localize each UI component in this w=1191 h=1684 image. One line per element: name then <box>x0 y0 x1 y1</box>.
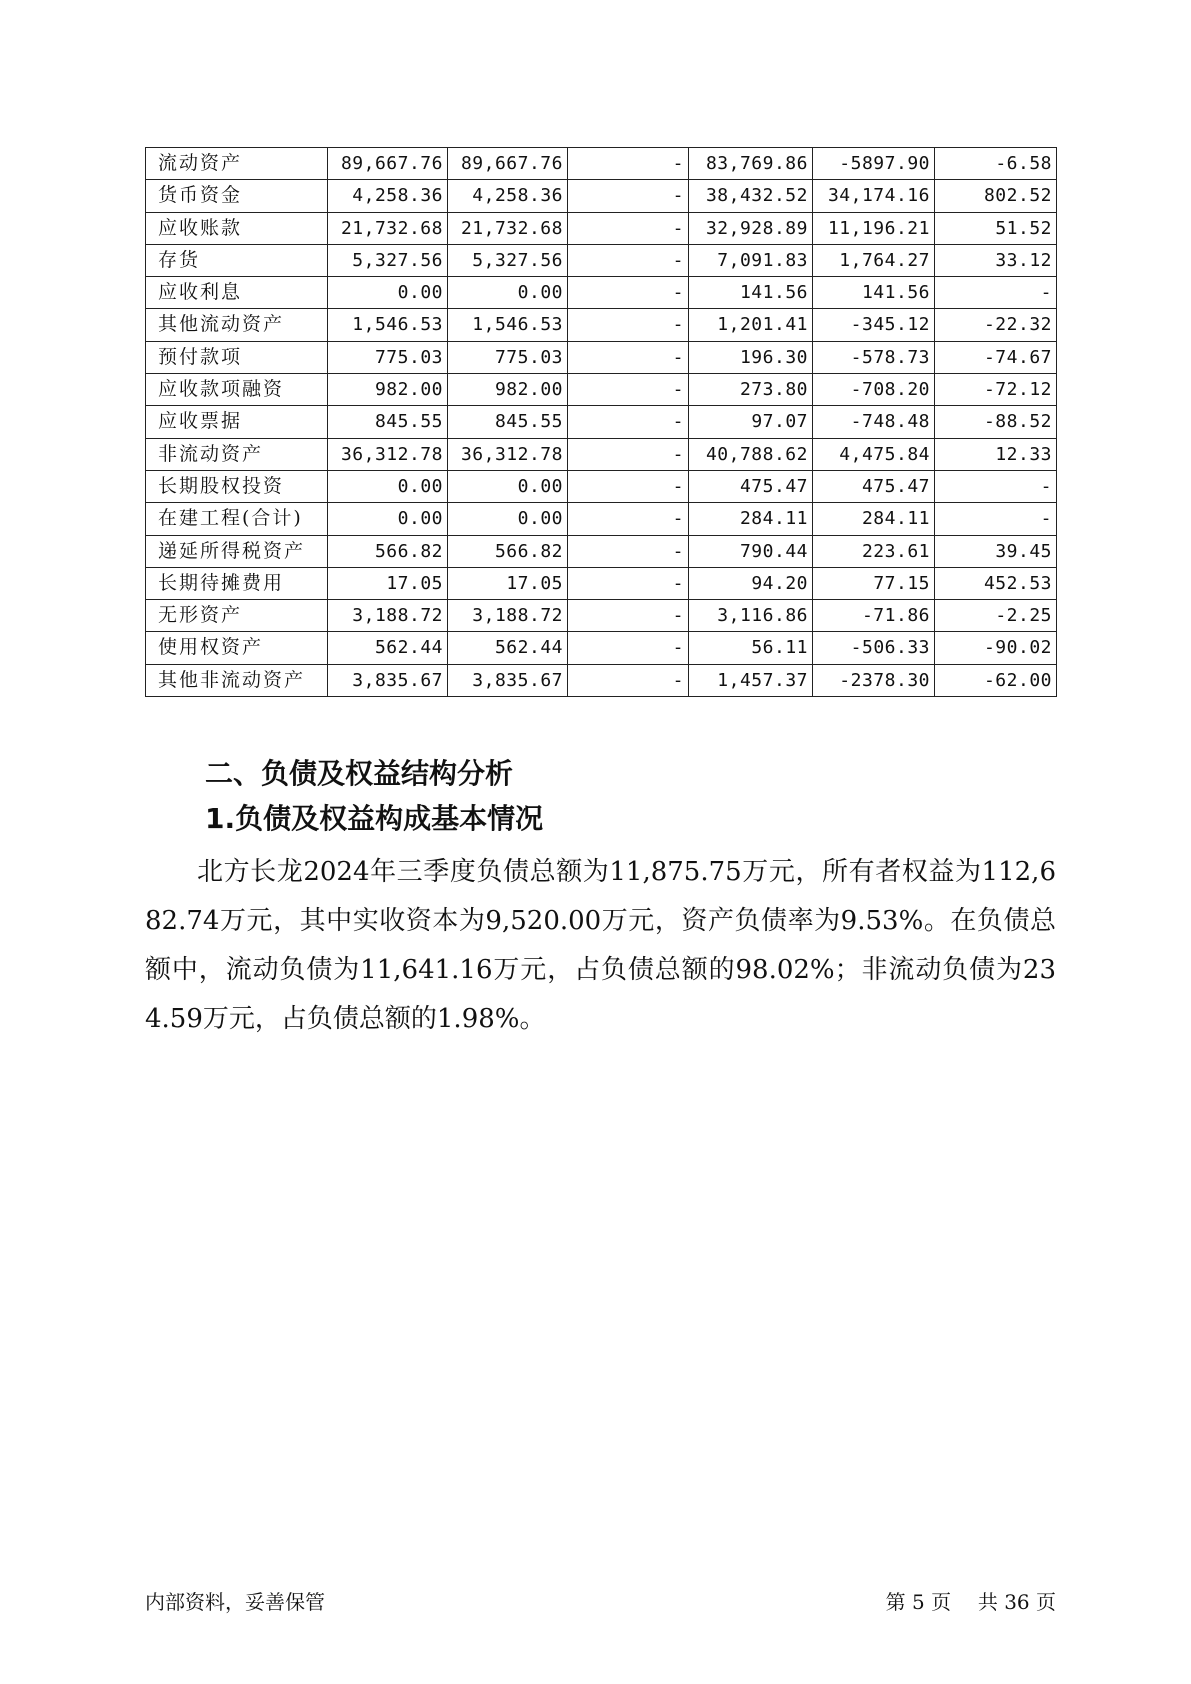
value-col-3: - <box>568 341 689 373</box>
row-label: 长期待摊费用 <box>146 567 328 599</box>
footer-confidential-note: 内部资料，妥善保管 <box>145 1590 325 1614</box>
value-col-4: 3,116.86 <box>689 600 813 632</box>
value-col-4: 475.47 <box>689 470 813 502</box>
page-label-prefix: 第 <box>885 1590 906 1614</box>
value-col-5: -748.48 <box>813 406 935 438</box>
value-col-1: 982.00 <box>328 374 448 406</box>
value-col-3: - <box>568 503 689 535</box>
value-col-4: 790.44 <box>689 535 813 567</box>
value-col-1: 89,667.76 <box>328 148 448 180</box>
value-col-1: 0.00 <box>328 470 448 502</box>
value-col-5: 141.56 <box>813 277 935 309</box>
row-label: 长期股权投资 <box>146 470 328 502</box>
value-col-4: 94.20 <box>689 567 813 599</box>
value-col-5: 475.47 <box>813 470 935 502</box>
page-number: 5 <box>912 1590 925 1614</box>
value-col-6: 39.45 <box>935 535 1057 567</box>
value-col-5: 77.15 <box>813 567 935 599</box>
value-col-3: - <box>568 600 689 632</box>
value-col-5: -345.12 <box>813 309 935 341</box>
section-heading: 二、负债及权益结构分析 <box>205 757 514 790</box>
row-label: 非流动资产 <box>146 438 328 470</box>
value-col-5: 4,475.84 <box>813 438 935 470</box>
value-col-3: - <box>568 406 689 438</box>
footer-page-info <box>886 1586 1056 1615</box>
row-label: 使用权资产 <box>146 632 328 664</box>
row-label: 预付款项 <box>146 341 328 373</box>
table-row <box>146 664 1057 696</box>
table-row <box>146 503 1057 535</box>
value-col-5: 34,174.16 <box>813 180 935 212</box>
value-col-2: 36,312.78 <box>448 438 568 470</box>
value-col-2: 5,327.56 <box>448 244 568 276</box>
value-col-6: -62.00 <box>935 664 1057 696</box>
value-col-3: - <box>568 438 689 470</box>
value-col-2: 1,546.53 <box>448 309 568 341</box>
value-col-5: -2378.30 <box>813 664 935 696</box>
table-row <box>146 341 1057 373</box>
value-col-5: -71.86 <box>813 600 935 632</box>
value-col-2: 3,188.72 <box>448 600 568 632</box>
value-col-3: - <box>568 244 689 276</box>
value-col-1: 562.44 <box>328 632 448 664</box>
table-row <box>146 277 1057 309</box>
value-col-1: 3,188.72 <box>328 600 448 632</box>
value-col-1: 36,312.78 <box>328 438 448 470</box>
table-row <box>146 632 1057 664</box>
value-col-5: 284.11 <box>813 503 935 535</box>
value-col-3: - <box>568 535 689 567</box>
value-col-1: 566.82 <box>328 535 448 567</box>
value-col-2: 982.00 <box>448 374 568 406</box>
value-col-4: 38,432.52 <box>689 180 813 212</box>
value-col-1: 3,835.67 <box>328 664 448 696</box>
value-col-3: - <box>568 664 689 696</box>
value-col-3: - <box>568 567 689 599</box>
value-col-6: 51.52 <box>935 212 1057 244</box>
value-col-4: 97.07 <box>689 406 813 438</box>
value-col-2: 562.44 <box>448 632 568 664</box>
value-col-6: -74.67 <box>935 341 1057 373</box>
value-col-2: 3,835.67 <box>448 664 568 696</box>
row-label: 其他流动资产 <box>146 309 328 341</box>
value-col-2: 89,667.76 <box>448 148 568 180</box>
value-col-4: 196.30 <box>689 341 813 373</box>
value-col-4: 40,788.62 <box>689 438 813 470</box>
value-col-6: 802.52 <box>935 180 1057 212</box>
value-col-3: - <box>568 632 689 664</box>
value-col-3: - <box>568 148 689 180</box>
value-col-6: - <box>935 503 1057 535</box>
value-col-6: -6.58 <box>935 148 1057 180</box>
value-col-6: 452.53 <box>935 567 1057 599</box>
value-col-2: 566.82 <box>448 535 568 567</box>
value-col-4: 7,091.83 <box>689 244 813 276</box>
row-label: 应收利息 <box>146 277 328 309</box>
value-col-4: 1,457.37 <box>689 664 813 696</box>
table-row <box>146 309 1057 341</box>
row-label: 其他非流动资产 <box>146 664 328 696</box>
table-row <box>146 406 1057 438</box>
value-col-3: - <box>568 309 689 341</box>
table-body <box>146 148 1057 697</box>
row-label: 流动资产 <box>146 148 328 180</box>
value-col-1: 4,258.36 <box>328 180 448 212</box>
value-col-2: 17.05 <box>448 567 568 599</box>
value-col-3: - <box>568 470 689 502</box>
row-label: 应收账款 <box>146 212 328 244</box>
value-col-2: 775.03 <box>448 341 568 373</box>
value-col-5: -708.20 <box>813 374 935 406</box>
subsection-heading: 1.负债及权益构成基本情况 <box>205 802 544 835</box>
value-col-5: 223.61 <box>813 535 935 567</box>
value-col-1: 0.00 <box>328 503 448 535</box>
value-col-3: - <box>568 374 689 406</box>
value-col-4: 273.80 <box>689 374 813 406</box>
total-pages-prefix: 共 <box>977 1590 998 1614</box>
value-col-6: -88.52 <box>935 406 1057 438</box>
table-row <box>146 470 1057 502</box>
row-label: 存货 <box>146 244 328 276</box>
value-col-6: - <box>935 470 1057 502</box>
value-col-4: 32,928.89 <box>689 212 813 244</box>
value-col-1: 21,732.68 <box>328 212 448 244</box>
value-col-4: 141.56 <box>689 277 813 309</box>
value-col-6: -72.12 <box>935 374 1057 406</box>
value-col-1: 0.00 <box>328 277 448 309</box>
value-col-6: -22.32 <box>935 309 1057 341</box>
row-label: 应收票据 <box>146 406 328 438</box>
value-col-3: - <box>568 212 689 244</box>
value-col-6: -90.02 <box>935 632 1057 664</box>
row-label: 货币资金 <box>146 180 328 212</box>
value-col-6: 12.33 <box>935 438 1057 470</box>
value-col-5: 1,764.27 <box>813 244 935 276</box>
value-col-4: 83,769.86 <box>689 148 813 180</box>
value-col-2: 845.55 <box>448 406 568 438</box>
total-pages: 36 <box>1004 1590 1030 1614</box>
value-col-2: 21,732.68 <box>448 212 568 244</box>
table-row <box>146 438 1057 470</box>
value-col-1: 1,546.53 <box>328 309 448 341</box>
value-col-4: 56.11 <box>689 632 813 664</box>
value-col-2: 0.00 <box>448 277 568 309</box>
table-row <box>146 148 1057 180</box>
value-col-1: 5,327.56 <box>328 244 448 276</box>
body-paragraph: 北方长龙2024年三季度负债总额为11,875.75万元，所有者权益为112,682.74万元，其中实收资本为9,520.00万元，资产负债率为9.53%。在负债总额中，流动负债为11,641.16万元，占负债总额的98.02%；非流动负债为234.59万元，占负债总额的1.98%。 <box>145 857 1056 1034</box>
table-row <box>146 535 1057 567</box>
value-col-6: - <box>935 277 1057 309</box>
value-col-5: 11,196.21 <box>813 212 935 244</box>
value-col-1: 845.55 <box>328 406 448 438</box>
value-col-5: -5897.90 <box>813 148 935 180</box>
value-col-2: 0.00 <box>448 503 568 535</box>
row-label: 在建工程(合计) <box>146 503 328 535</box>
total-pages-suffix: 页 <box>1036 1590 1056 1614</box>
table-row <box>146 600 1057 632</box>
table-row <box>146 567 1057 599</box>
value-col-5: -506.33 <box>813 632 935 664</box>
value-col-6: 33.12 <box>935 244 1057 276</box>
page-label-suffix: 页 <box>931 1590 952 1614</box>
value-col-4: 1,201.41 <box>689 309 813 341</box>
value-col-2: 0.00 <box>448 470 568 502</box>
value-col-5: -578.73 <box>813 341 935 373</box>
row-label: 递延所得税资产 <box>146 535 328 567</box>
value-col-4: 284.11 <box>689 503 813 535</box>
value-col-2: 4,258.36 <box>448 180 568 212</box>
asset-structure-table <box>145 147 1057 697</box>
value-col-6: -2.25 <box>935 600 1057 632</box>
value-col-1: 775.03 <box>328 341 448 373</box>
value-col-3: - <box>568 277 689 309</box>
row-label: 无形资产 <box>146 600 328 632</box>
row-label: 应收款项融资 <box>146 374 328 406</box>
table-row <box>146 212 1057 244</box>
value-col-3: - <box>568 180 689 212</box>
value-col-1: 17.05 <box>328 567 448 599</box>
table-row <box>146 244 1057 276</box>
table-row <box>146 180 1057 212</box>
table-row <box>146 374 1057 406</box>
